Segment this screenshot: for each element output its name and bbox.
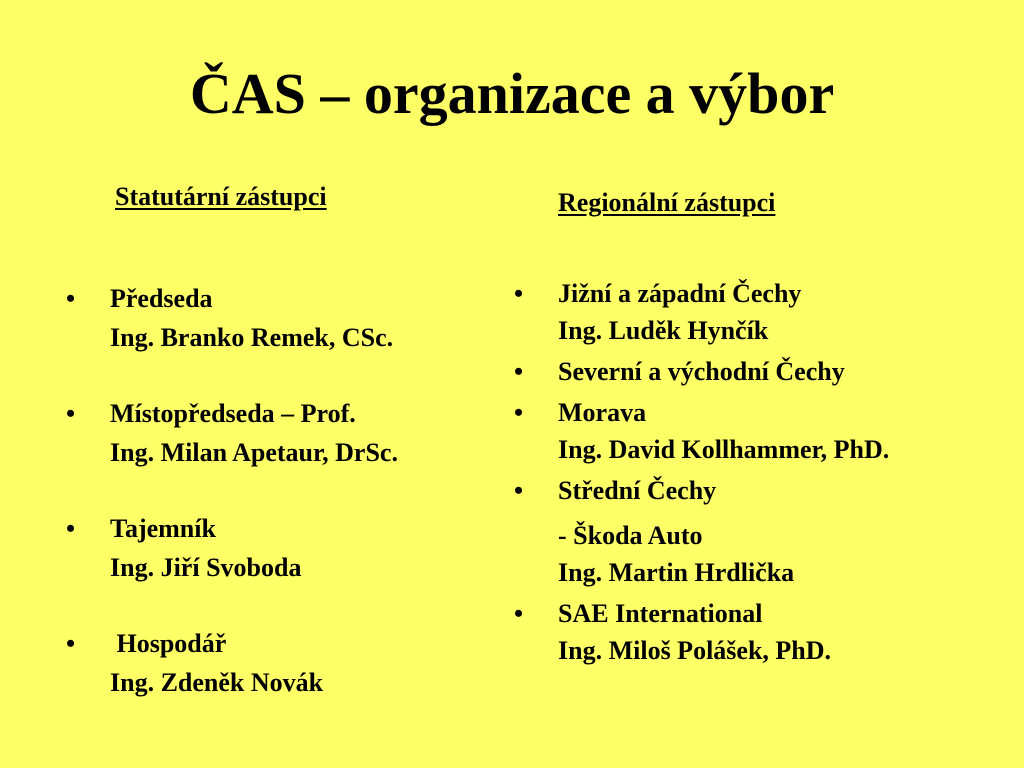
region-label: Severní a východní Čechy	[558, 357, 845, 386]
regional-representatives-list	[514, 275, 1014, 673]
bullet-icon: •	[514, 476, 524, 505]
bullet-icon: •	[514, 599, 524, 628]
bullet-icon: •	[66, 629, 76, 658]
list-item-central-bohemia	[514, 472, 1014, 591]
region-label: Jižní a západní Čechy	[558, 279, 802, 308]
person-name: Ing. Branko Remek, CSc.	[110, 323, 394, 352]
person-name: Ing. Milan Apetaur, DrSc.	[110, 438, 398, 467]
bullet-icon: •	[514, 398, 524, 427]
list-item-secretary	[66, 509, 506, 587]
person-name: Ing. Zdeněk Novák	[110, 668, 324, 697]
list-item-moravia	[514, 394, 1014, 468]
person-name: Ing. David Kollhammer, PhD.	[558, 435, 890, 464]
slide-title: ČAS – organizace a výbor	[189, 61, 835, 126]
list-item-chairman	[66, 279, 506, 357]
role-label: Místopředseda – Prof.	[110, 399, 356, 428]
bullet-icon: •	[66, 399, 76, 428]
region-label: SAE International	[558, 599, 763, 628]
bullet-icon: •	[514, 279, 524, 308]
list-item-south-west-bohemia	[514, 275, 1014, 349]
region-label: Střední Čechy	[558, 476, 717, 505]
person-name: Ing. Luděk Hynčík	[558, 316, 769, 345]
person-name: Ing. Martin Hrdlička	[558, 558, 795, 587]
list-item-sae-international	[514, 595, 1014, 669]
statutory-representatives-heading: Statutární zástupci	[115, 182, 327, 211]
list-item-north-east-bohemia	[514, 353, 1014, 390]
person-name: Ing. Miloš Polášek, PhD.	[558, 636, 832, 665]
bullet-icon: •	[66, 284, 76, 313]
role-label: Tajemník	[110, 514, 216, 543]
role-label: Předseda	[110, 284, 213, 313]
bullet-icon: •	[514, 357, 524, 386]
statutory-representatives-list	[66, 279, 506, 702]
bullet-icon: •	[66, 514, 76, 543]
regional-representatives-heading: Regionální zástupci	[558, 188, 776, 217]
region-label: Morava	[558, 398, 647, 427]
role-label: Hospodář	[110, 629, 227, 658]
person-name: Ing. Jiří Svoboda	[110, 553, 302, 582]
list-item-vice-chairman	[66, 394, 506, 472]
list-item-treasurer	[66, 624, 506, 702]
organization-label: - Škoda Auto	[558, 521, 703, 550]
